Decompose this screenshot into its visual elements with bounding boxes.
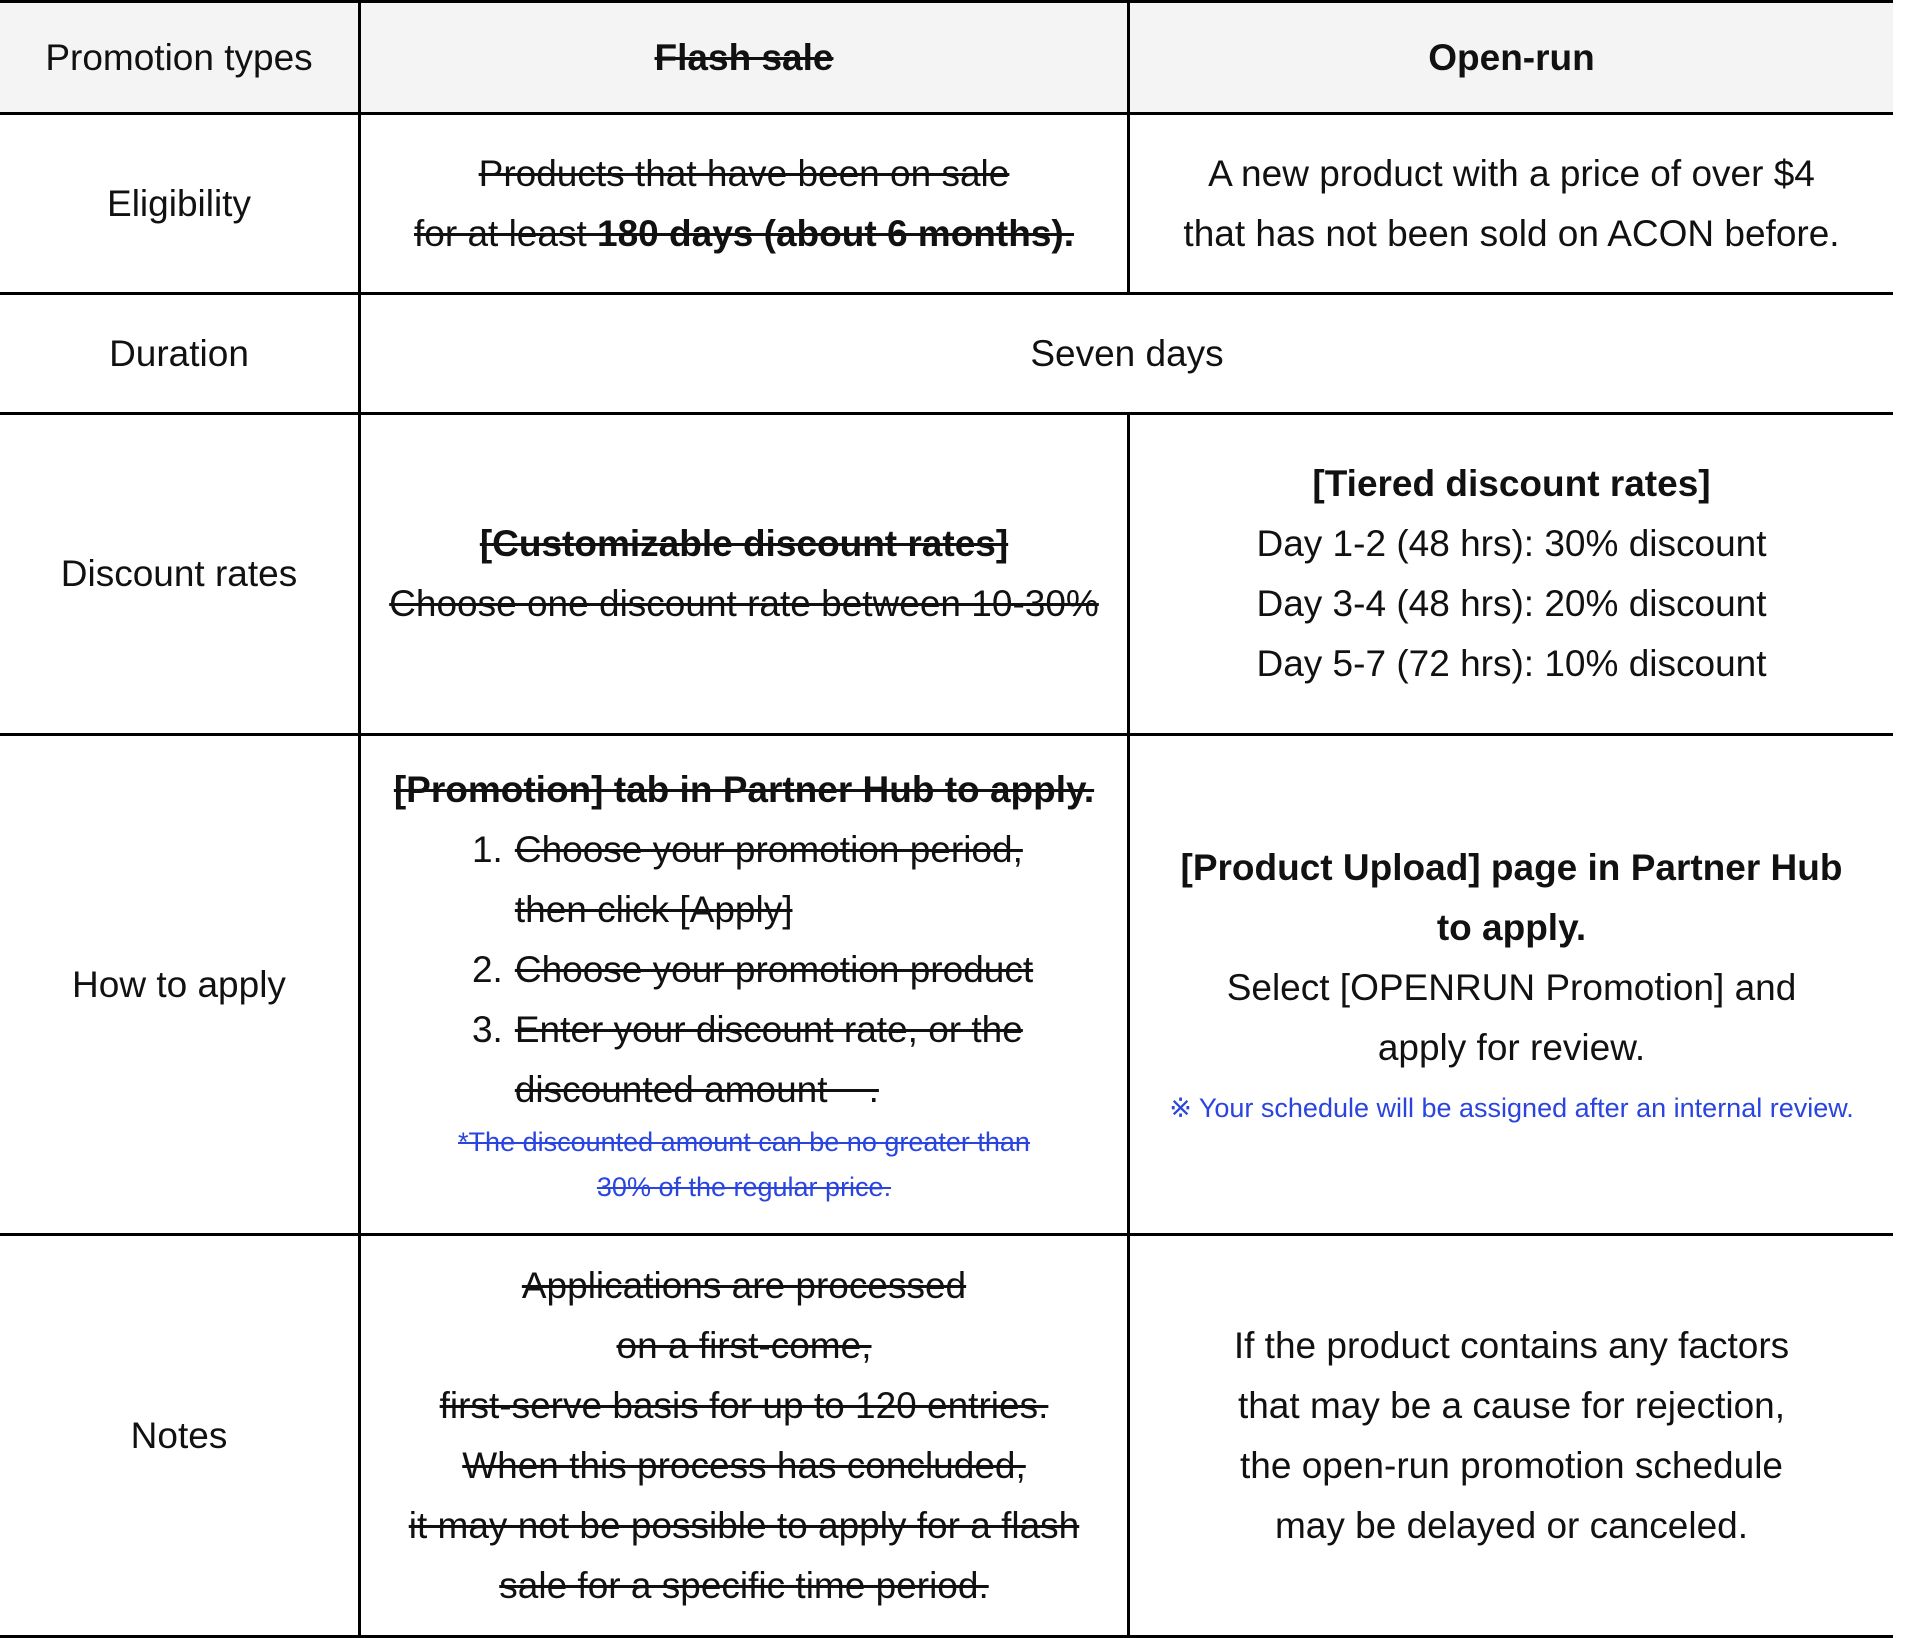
step-text: Enter your discount rate, or the <box>514 1008 1023 1050</box>
flash-apply-note: *The discounted amount can be no greater than <box>458 1126 1030 1157</box>
flash-apply-step <box>455 1000 1023 1120</box>
step-text: then click [Apply] <box>514 888 793 930</box>
row-label-notes <box>0 1236 358 1635</box>
duration-value: Seven days <box>1030 332 1224 374</box>
row-label-how-to-apply <box>0 736 358 1233</box>
flash-notes-line: on a first-come, <box>616 1324 872 1366</box>
openrun-eligibility-line: that has not been sold on ACON before. <box>1183 212 1840 254</box>
flash-notes-line: sale for a specific time period. <box>499 1564 989 1606</box>
openrun-discount-tier: Day 3-4 (48 hrs): 20% discount <box>1256 583 1767 624</box>
flash-apply-cell <box>361 736 1127 1233</box>
row-label: Discount rates <box>60 553 298 594</box>
flash-apply-step <box>455 820 1023 940</box>
flash-notes-line: it may not be possible to apply for a flash <box>408 1504 1080 1546</box>
flash-apply-note: 30% of the regular price. <box>596 1171 892 1202</box>
flash-eligibility-bold: 180 days (about 6 months). <box>597 212 1075 254</box>
openrun-notes-cell <box>1130 1236 1893 1635</box>
openrun-discount-tier: Day 1-2 (48 hrs): 30% discount <box>1256 523 1767 564</box>
openrun-discount-title: [Tiered discount rates] <box>1312 463 1711 504</box>
flash-notes-line: Applications are processed <box>521 1264 967 1306</box>
openrun-notes-line: that may be a cause for rejection, <box>1237 1384 1786 1426</box>
flash-apply-steps <box>455 820 1033 1120</box>
flash-eligibility-cell <box>361 115 1127 292</box>
flash-notes-line: When this process has concluded, <box>462 1444 1026 1486</box>
step-text: Choose your promotion period, <box>514 828 1023 870</box>
row-label-eligibility <box>0 115 358 292</box>
header-flash-sale <box>361 3 1127 112</box>
header-label: Promotion types <box>45 36 313 78</box>
flash-apply-title: [Promotion] tab in Partner Hub to apply. <box>393 768 1095 810</box>
openrun-notes-line: may be delayed or canceled. <box>1274 1504 1749 1546</box>
flash-discount-line: Choose one discount rate between 10-30% <box>389 583 1099 624</box>
openrun-discount-tier: Day 5-7 (72 hrs): 10% discount <box>1256 643 1767 684</box>
openrun-apply-title: [Product Upload] page in Partner Hub <box>1180 847 1843 888</box>
row-label: Notes <box>130 1414 228 1456</box>
header-label: Open-run <box>1428 36 1595 78</box>
openrun-apply-line: Select [OPENRUN Promotion] and <box>1226 967 1797 1008</box>
flash-discount-title: [Customizable discount rates] <box>479 523 1009 564</box>
step-text: discounted amount . <box>514 1068 879 1110</box>
openrun-discount-cell <box>1130 415 1893 733</box>
row-label-discount-rates <box>0 415 358 733</box>
step-number: 1. <box>471 828 503 870</box>
openrun-eligibility-cell <box>1130 115 1893 292</box>
flash-eligibility-line <box>414 204 1074 264</box>
step-number: 3. <box>471 1008 503 1050</box>
flash-apply-step <box>455 940 1033 1000</box>
openrun-apply-title: to apply. <box>1436 907 1587 948</box>
flash-eligibility-prefix: for at least <box>413 212 598 254</box>
openrun-apply-note: ※ Your schedule will be assigned after an internal review. <box>1169 1093 1854 1123</box>
flash-notes-cell <box>361 1236 1127 1635</box>
openrun-notes-line: the open-run promotion schedule <box>1239 1444 1784 1486</box>
step-text: Choose your promotion product <box>514 948 1034 990</box>
row-label: Duration <box>109 332 249 374</box>
openrun-notes-line: If the product contains any factors <box>1233 1324 1790 1366</box>
flash-eligibility-line: Products that have been on sale <box>478 152 1010 194</box>
row-label: How to apply <box>72 963 286 1005</box>
step-number: 2. <box>471 948 503 990</box>
openrun-apply-cell <box>1130 736 1893 1233</box>
flash-discount-cell <box>361 415 1127 733</box>
flash-notes-line: first-serve basis for up to 120 entries. <box>439 1384 1049 1426</box>
header-promotion-types <box>0 3 358 112</box>
header-label: Flash sale <box>654 36 834 78</box>
header-open-run <box>1130 3 1893 112</box>
duration-cell <box>361 295 1893 412</box>
row-label: Eligibility <box>107 182 251 224</box>
row-label-duration <box>0 295 358 412</box>
openrun-apply-line: apply for review. <box>1377 1027 1646 1068</box>
openrun-eligibility-line: A new product with a price of over $4 <box>1208 152 1815 194</box>
